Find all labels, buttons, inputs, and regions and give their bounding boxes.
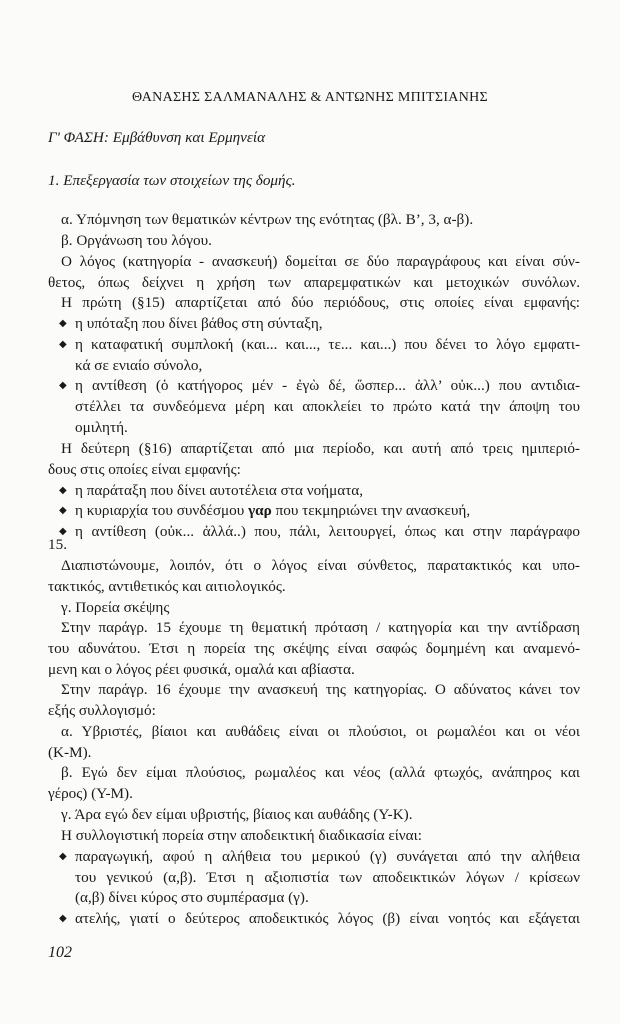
bullet-item: η αντίθεση (ὁ κατήγορος μέν - ἐγὼ δέ, ὥσπερ... ἀλλ’ οὐκ...) που αντιδια- <box>75 377 580 394</box>
text-line: Στην παράγρ. 15 έχουμε τη θεματική πρόταση / κατηγορία και την αντίδραση <box>61 619 580 636</box>
text-line: Η συλλογιστική πορεία στην αποδεικτική διαδικασία είναι: <box>61 827 422 844</box>
bullet-diamond-icon: ◆ <box>59 380 67 391</box>
bullet-item: η αντίθεση (οὐκ... ἀλλά..) που, πάλι, λειτουργεί, όπως και στην παράγραφο <box>75 523 580 540</box>
bullet-diamond-icon: ◆ <box>59 485 67 496</box>
text-line: γ. Άρα εγώ δεν είμαι υβριστής, βίαιος και αυθάδης (Υ-Κ). <box>61 806 413 823</box>
text-line: (α,β) δίνει κύρος στο συμπέρασμα (γ). <box>75 889 309 906</box>
bullet-diamond-icon: ◆ <box>59 526 67 537</box>
bullet-item: η υπόταξη που δίνει βάθος στη σύνταξη, <box>75 315 323 332</box>
text-line: β. Εγώ δεν είμαι πλούσιος, ρωμαλέος και νέος (αλλά φτωχός, ανάπηρος και <box>61 764 580 781</box>
text-span: που τεκμηριώνει την ανασκευή, <box>275 502 471 519</box>
bullet-item: παραγωγική, αφού η αλήθεια του μερικού (γ) συνάγεται από την αλήθεια <box>75 848 580 865</box>
bullet-item: ατελής, γιατί ο δεύτερος αποδεικτικός λόγος (β) είναι νοητός και εξάγεται <box>75 910 580 927</box>
text-line: δους στις οποίες είναι εμφανής: <box>48 461 241 478</box>
bold-term: γαρ <box>248 502 272 519</box>
text-line: εξής συλλογισμό: <box>48 702 156 719</box>
text-line: του αδυνάτου. Έτσι η πορεία της σκέψης είναι σαφώς δομημένη και αναμενό- <box>48 640 580 657</box>
bullet-item <box>75 501 580 521</box>
text-line: γέρος) (Υ-Μ). <box>48 785 133 802</box>
text-line: α. Υπόμνηση των θεματικών κέντρων της ενότητας (βλ. Β’, 3, α-β). <box>61 211 474 228</box>
text-line: Η δεύτερη (§16) απαρτίζεται από μια περίοδο, και αυτή από τρεις ημιπεριό- <box>61 440 580 457</box>
bullet-diamond-icon: ◆ <box>59 318 67 329</box>
text-line: Η πρώτη (§15) απαρτίζεται από δύο περιόδους, στις οποίες είναι εμφανής: <box>61 294 580 311</box>
text-line: κά σε ενιαίο σύνολο, <box>75 357 203 374</box>
bullet-diamond-icon: ◆ <box>59 505 67 516</box>
text-line: α. Υβριστές, βίαιοι και αυθάδεις είναι οι πλούσιοι, οι ρωμαλέοι και οι νέοι <box>61 723 580 740</box>
text-line: ομιλητή. <box>75 419 128 436</box>
text-line: θετος, όπως δείχνει η χρήση των απαρεμφατικών και μετοχικών συνόλων. <box>48 274 580 291</box>
text-line: 15. <box>48 536 67 553</box>
running-header: ΘΑΝΑΣΗΣ ΣΑΛΜΑΝΑΛΗΣ & ΑΝΤΩΝΗΣ ΜΠΙΤΣΙΑΝΗΣ <box>132 90 488 105</box>
bullet-diamond-icon: ◆ <box>59 913 67 924</box>
text-line: Ο λόγος (κατηγορία - ανασκευή) δομείται σε δύο παραγράφους και είναι σύν- <box>61 253 580 270</box>
text-line: στέλλει τα συνδεόμενα μέρη και αποκλείει το πρώτο κατά την άποψη του <box>75 398 580 415</box>
text-line: του γενικού (α,β). Έτσι η αξιοπιστία των αποδεικτικών λόγων / κρίσεων <box>75 869 580 886</box>
page-number: 102 <box>48 944 72 961</box>
bullet-diamond-icon: ◆ <box>59 851 67 862</box>
text-line: Διαπιστώνουμε, λοιπόν, ότι ο λόγος είναι σύνθετος, παρατακτικός και υπο- <box>61 557 580 574</box>
text-line: μενη και ο λόγος ρέει φυσικά, ομαλά και αβίαστα. <box>48 661 355 678</box>
bullet-diamond-icon: ◆ <box>59 339 67 350</box>
text-span: η κυριαρχία του συνδέσμου <box>75 502 245 519</box>
text-line: γ. Πορεία σκέψης <box>61 599 170 616</box>
text-line: β. Οργάνωση του λόγου. <box>61 232 212 249</box>
bullet-item: η καταφατική συμπλοκή (και... και..., τε... και...) που δένει το λόγο εμφατι- <box>75 336 580 353</box>
text-line: (Κ-Μ). <box>48 744 92 761</box>
section-title: Γ' ΦΑΣΗ: Εμβάθυνση και Ερμηνεία <box>48 129 266 146</box>
text-line: τακτικός, αντιθετικός και αιτιολογικός. <box>48 578 286 595</box>
text-line: Στην παράγρ. 16 έχουμε την ανασκευή της κατηγορίας. Ο αδύνατος κάνει τον <box>61 681 580 698</box>
bullet-item: η παράταξη που δίνει αυτοτέλεια στα νοήματα, <box>75 482 364 499</box>
subsection-title: 1. Επεξεργασία των στοιχείων της δομής. <box>48 172 296 189</box>
